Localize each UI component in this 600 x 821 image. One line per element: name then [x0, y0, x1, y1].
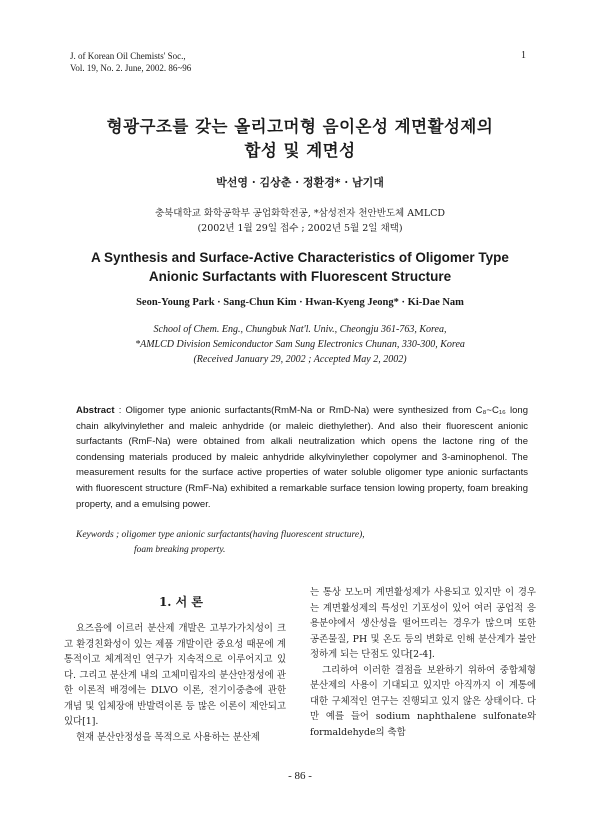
- english-title: [0, 248, 600, 286]
- body-column-right: [310, 585, 536, 740]
- english-affiliation-line-1: School of Chem. Eng., Chungbuk Nat'l. Univ., Cheongju 361-763, Korea,: [153, 324, 447, 335]
- page-number: - 86 -: [288, 770, 312, 782]
- english-title-line-2: Anionic Surfactants with Fluorescent Structure: [148, 269, 452, 284]
- english-title-line-1: A Synthesis and Surface-Active Characteristics of Oligomer Type: [91, 250, 509, 265]
- journal-line-1: J. of Korean Oil Chemists' Soc.,: [70, 51, 186, 61]
- korean-affiliation-line-1: 충북대학교 화학공학부 공업화학전공, *삼성전자 천안반도체 AMLCD: [154, 208, 446, 219]
- abstract: [76, 403, 528, 512]
- keywords-line-2: foam breaking property.: [134, 545, 226, 555]
- body-column-left: [64, 621, 286, 745]
- paragraph: 는 통상 모노머 계면활성제가 사용되고 있지만 이 경우는 계면활성제의 특성인 기포성이 있어 여러 공업적 응용분야에서 생산성을 떨어뜨리는 경우가 많으며 또한 공존물질, PH 및 온도 등의 변화로 인해 분산계가 불안정하게 되는 단점도 있다[2-4].: [310, 587, 536, 660]
- keywords-line-1: Keywords ; oligomer type anionic surfactants(having fluorescent structure),: [76, 530, 365, 540]
- english-dates: (Received January 29, 2002 ; Accepted May 2, 2002): [193, 354, 407, 365]
- english-authors: Seon-Young Park · Sang-Chun Kim · Hwan-Kyeng Jeong* · Ki-Dae Nam: [136, 297, 464, 308]
- korean-authors: 박선영 · 김상춘 · 정환경* · 남기대: [216, 176, 384, 189]
- abstract-label: Abstract: [76, 405, 115, 416]
- journal-citation: [70, 50, 191, 74]
- korean-title-line-1: 형광구조를 갖는 올리고머형 음이온성 계면활성제의: [106, 117, 494, 136]
- korean-title-line-2: 합성 및 계면성: [244, 141, 356, 160]
- corner-page-number: 1: [521, 50, 526, 61]
- keywords: [76, 528, 528, 558]
- korean-title: [0, 115, 600, 163]
- paragraph: 요즈음에 이르러 분산제 개발은 고부가가치성이 크고 환경친화성이 있는 제품 개발이란 중요성 때문에 계통적이고 체계적인 연구가 지속적으로 이루어지고 있다. 그리고 분산계 내의 고체미립자의 분산안정성에 관한 이론적 배경에는 DLVO 이론, 전기이중층에 관한 개념 및 입체장애 반발력이론 등 많은 이론이 제안되고 있다[1].: [64, 623, 286, 727]
- english-affiliation: [0, 322, 600, 367]
- journal-line-2: Vol. 19, No. 2. June, 2002. 86~96: [70, 63, 192, 73]
- paragraph: 현재 분산안정성을 목적으로 사용하는 분산제: [76, 731, 260, 743]
- section-heading: 1. 서 론: [158, 595, 204, 609]
- korean-dates: (2002년 1월 29일 접수 ; 2002년 5월 2일 채택): [197, 223, 403, 234]
- paragraph: 그리하여 이러한 결점을 보완하기 위하여 중합체형 분산제의 사용이 기대되고 있지만 아직까지 이 계통에 대한 구체적인 연구는 진행되고 있지 않은 상태이다. 다만 예를 들어 sodium naphthalene sulfonate와 formaldehyde의 축합: [310, 664, 536, 738]
- korean-affiliation: [0, 206, 600, 236]
- english-affiliation-line-2: *AMLCD Division Semiconductor Sam Sung Electronics Chunan, 330-300, Korea: [135, 339, 465, 350]
- abstract-text: : Oligomer type anionic surfactants(RmM-Na or RmD-Na) were synthesized from C₈~C₁₆ long chain alkylvinylether and maleic anhydride (or maleic diethylether). And also their fluorescent anionic surfactants (RmF-Na) were obtained from alkali neutralization which opens the lactone ring of the condensing materials produced by maleic anhydride alkylvinylether copolymer and 3-aminophenol. The measurement results for the surface active properties of water soluble oligomer type anionic surfactants with fluorescent structure (RmF-Na) exhibited a remarkable surface tension lowing property, foam breaking property, and a emulsing power.: [76, 405, 528, 510]
